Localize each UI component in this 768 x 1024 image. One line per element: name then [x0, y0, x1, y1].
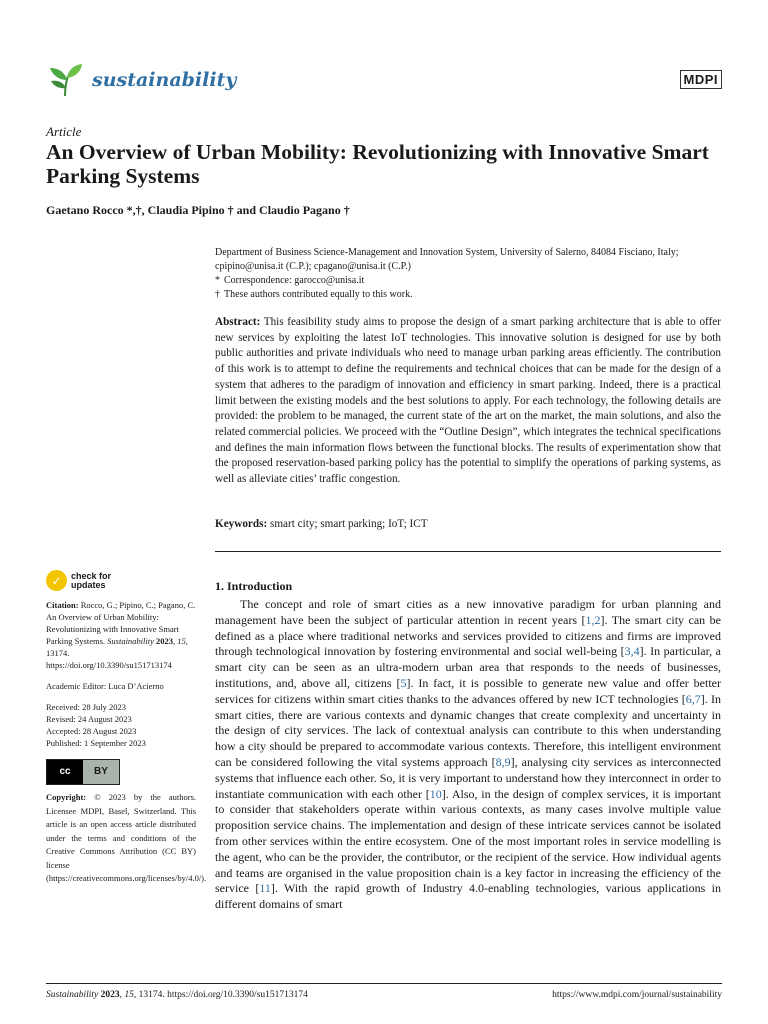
citation-ref-link[interactable]: 3,4 — [624, 644, 640, 659]
copyright-text: © 2023 by the authors. Licensee MDPI, Basel, Switzerland. This article is an open access article distributed under the terms and conditions of the Creative Commons Attribution (CC BY) license (https://creativecommons.org/licenses/by/4.0/). — [46, 792, 207, 883]
citation-text: Rocco, G.; Pipino, C.; Pagano, C. An Overview of Urban Mobility: Revolutionizing with Innovative Smart Parking Systems. — [46, 600, 196, 646]
footer-doi-link[interactable]: , 13174. https://doi.org/10.3390/su151713174 — [133, 990, 308, 1000]
footer-journal-url[interactable]: https://www.mdpi.com/journal/sustainability — [552, 990, 722, 1000]
intro-text-1: The concept and role of smart cities as a new innovative paradigm for urban planning and management have been the subject of particular attention in recent years [ — [215, 597, 721, 627]
abstract-text: This feasibility study aims to propose the design of a smart parking architecture that is able to offer new services by exploiting the latest IoT technologies. This innovative solution is designed for use by both public authorities and private individuals who need to manage urban parking areas efficiently. The contribution of this work is to attempt to define the requirements and technical choices that can be made for the design of a system that adheres to the paradigm of innovation and efficiency in smart parking. Indeed, there is a practical limit between the existing models and the best solutions to apply. For each technology, the following details are provided: the problem to be managed, the current state of the art on the market, the main solutions, and also the related commercial policies. We proceed with the “Outline Design”, which integrates the technical specifications and defines the main information flows between the functional blocks. The results of experimentation show that the proposed reservation-based parking policy has the potential to simplify the operations of parking systems, as well as alleviate cities’ traffic congestion. — [215, 316, 721, 486]
intro-text-2: ]. The smart city can be defined as a place where traditional networks and services provided to citizens and firms are improved through technological innovation by fostering environmental and social well-being [ — [215, 612, 721, 659]
keywords-text: smart city; smart parking; IoT; ICT — [270, 518, 428, 530]
sidebar — [46, 570, 207, 895]
citation-journal: Sustainability — [107, 636, 154, 646]
author-list: Gaetano Rocco *,†, Claudia Pipino † and Claudio Pagano † — [46, 203, 350, 217]
journal-name: sustainability — [92, 69, 237, 91]
citation-ref-link[interactable]: 5 — [400, 675, 407, 690]
article-type: Article — [46, 124, 82, 139]
leaf-icon — [46, 62, 86, 98]
check-update-icon: ✓ — [46, 570, 67, 591]
citation-volume: 15 — [177, 636, 186, 646]
check-for-updates-label — [71, 572, 111, 590]
correspondence-symbol: * — [215, 275, 220, 286]
citation-ref-link[interactable]: 10 — [429, 786, 442, 801]
citation-ref-link[interactable]: 6,7 — [685, 691, 701, 706]
intro-text-6: ], analysing city services as interconnected systems that influence each other. So, it is very important to understand how they interconnect in order to instantiate communication with each other [ — [215, 754, 721, 801]
section-divider — [215, 551, 721, 552]
citation-article-number: , 13174. — [46, 636, 188, 658]
citation-ref-link[interactable]: 8,9 — [495, 754, 511, 769]
intro-text-5: ]. In smart cities, there are various contexts and dynamic changes that create complexity and uncertainty in the design of city services. The lack of contextual analysis can contribute to this when understanding how a city should be prepared to accommodate various contexts. Therefore, this intelligent environment can be considered following the vital systems approach [ — [215, 691, 721, 769]
footer-year: 2023 — [100, 990, 120, 1000]
accepted-date: Accepted: 28 August 2023 — [46, 726, 137, 736]
check-for-updates-button[interactable] — [46, 570, 196, 591]
equal-contribution-note — [215, 288, 725, 302]
affiliation-text: Department of Business Science-Management and Innovation System, University of Salerno, 84084 Fisciano, Italy; cpipino@unisa.it (C.P.); cpagano@unisa.it (C.P.) — [215, 247, 679, 272]
intro-text-7: ]. Also, in the design of complex services, it is important to consider that stakeholders operate within various contexts, as many cases involve multiple value proposition service chains. The implementation and design of these intricate services cannot be isolated from other services within the entire ecosystem. One of the most important roles in service modelling is the agent, who can be the provider, the contributor, or the recipient of the service. How individual agents and teams are organised in the value proposition chain is a key factor in increasing the efficiency of the service [ — [215, 786, 721, 896]
journal-logo[interactable] — [46, 62, 236, 98]
intro-text-3: ]. In particular, a smart city can be seen as an ultra-modern urban area that responds to the needs of businesses, institutions, and, above all, citizens [ — [215, 644, 721, 690]
citation-ref-link[interactable]: 11 — [259, 881, 271, 896]
keywords — [215, 518, 721, 530]
footer-volume: 15 — [124, 990, 134, 1000]
by-icon: BY — [94, 766, 108, 777]
citation-ref-link[interactable]: 1,2 — [585, 612, 601, 627]
article-title: An Overview of Urban Mobility: Revolutionizing with Innovative Smart Parking Systems — [46, 140, 709, 188]
citation-label: Citation: — [46, 600, 79, 610]
correspondence-note — [215, 274, 725, 288]
academic-editor: Academic Editor: Luca D’Acierno — [46, 681, 164, 691]
introduction-paragraph — [215, 597, 721, 913]
intro-text-8: ]. With the rapid growth of Industry 4.0-enabling technologies, various applications in different domains of smart — [215, 881, 721, 912]
publisher-name: MDPI — [680, 70, 723, 89]
citation-year: 2023 — [156, 636, 174, 646]
footer-divider — [46, 983, 722, 984]
check-line1: check for — [71, 570, 112, 581]
cc-icon: cc — [47, 760, 83, 784]
copyright-notice — [46, 791, 207, 886]
equal-contribution-symbol: † — [215, 289, 220, 300]
footer-journal: Sustainability — [46, 990, 99, 1000]
received-date: Received: 28 July 2023 — [46, 702, 127, 712]
keywords-label: Keywords: — [215, 518, 268, 530]
copyright-label: Copyright: — [46, 792, 87, 802]
footer-citation: Sustainability 2023, 15, 13174. https://doi.org/10.3390/su151713174 — [46, 990, 308, 1000]
publisher-logo[interactable] — [680, 70, 723, 89]
affiliations — [215, 246, 725, 302]
check-line2: updates — [71, 579, 106, 590]
section-heading-introduction: 1. Introduction — [215, 579, 293, 593]
abstract-label: Abstract: — [215, 316, 261, 328]
equal-contribution-text: These authors contributed equally to this work. — [224, 289, 413, 300]
citation-doi-link[interactable]: https://doi.org/10.3390/su151713174 — [46, 660, 172, 670]
intro-text-4: ]. In fact, it is possible to generate new value and offer better services for citizens within smart cities thanks to the advances offered by new ICT technologies [ — [215, 675, 721, 706]
cc-license-badge[interactable] — [46, 759, 120, 785]
revised-date: Revised: 24 August 2023 — [46, 714, 132, 724]
abstract — [215, 315, 721, 488]
citation: Citation: Rocco, G.; Pipino, C.; Pagano, C. An Overview of Urban Mobility: Revolutionizing with Innovative Smart Parking Systems. Sustainability 2023, 15, 13174. https://doi.org/10.3390/su151713174 — [46, 600, 196, 670]
published-date: Published: 1 September 2023 — [46, 738, 146, 748]
correspondence-text: Correspondence: garocco@unisa.it — [224, 275, 365, 286]
